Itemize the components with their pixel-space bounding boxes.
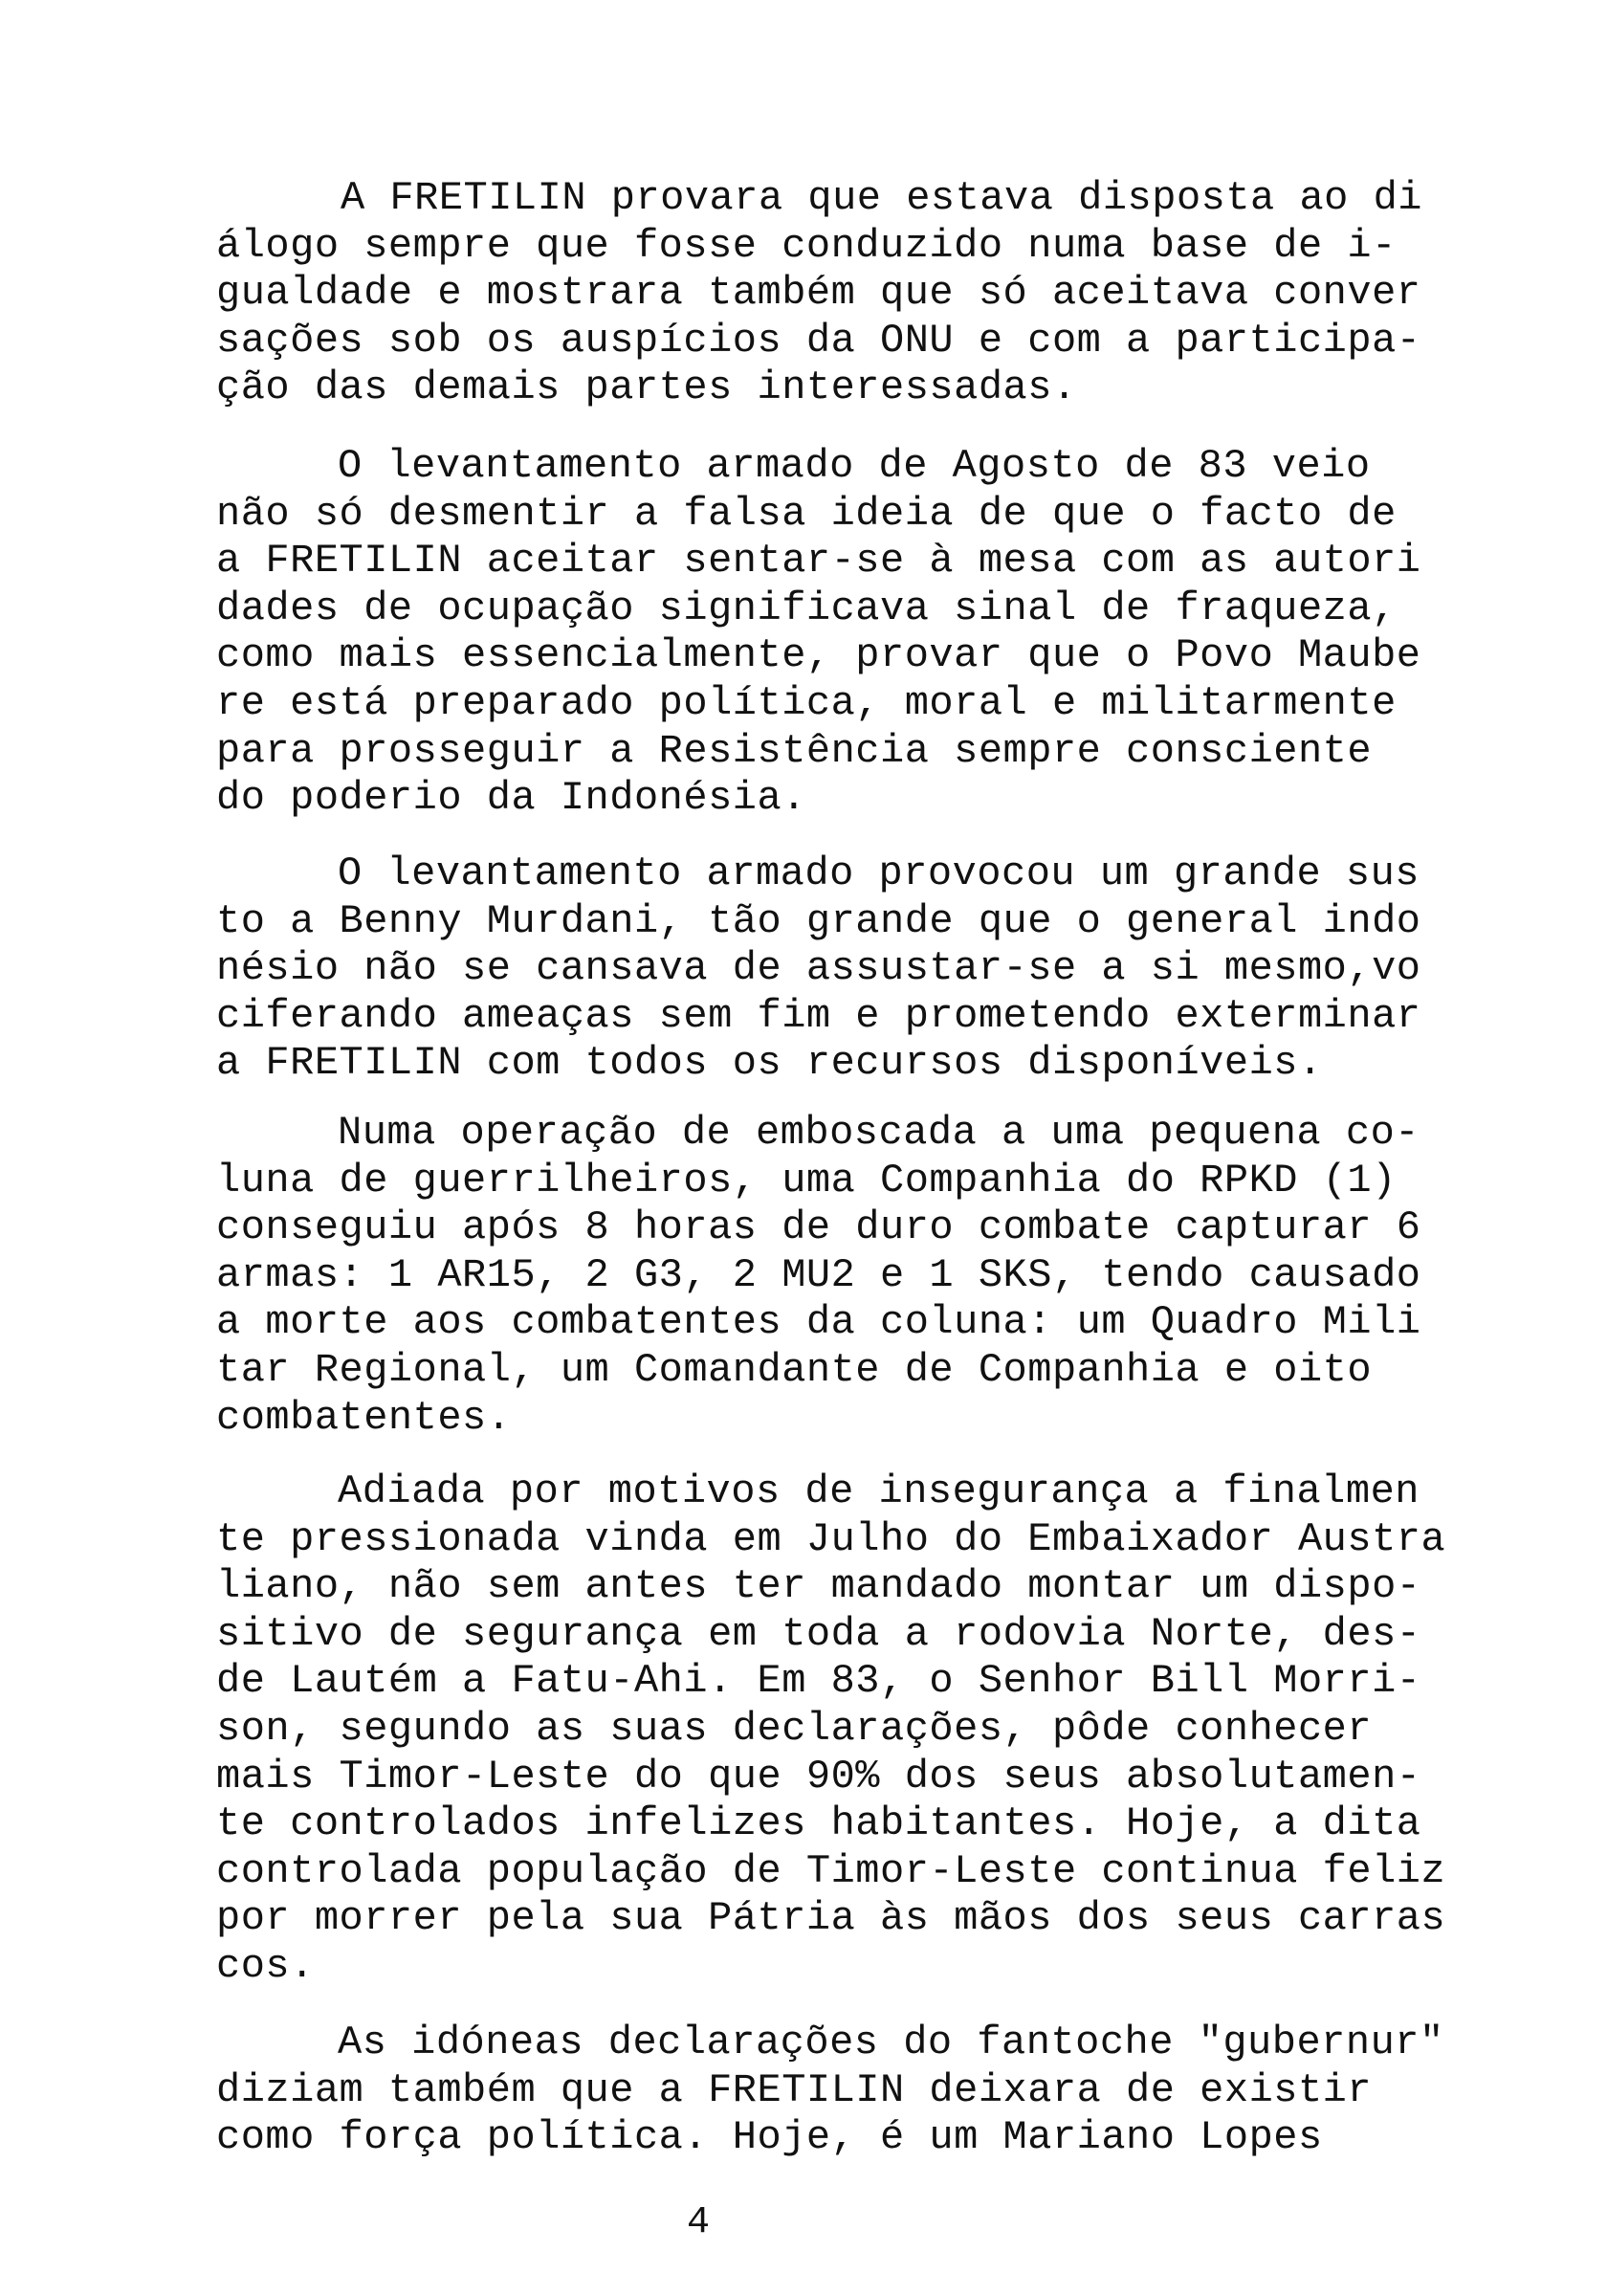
paragraph-line: a FRETILIN com todos os recursos disponíveis. [216, 1040, 1323, 1087]
paragraph-line: Numa operação de emboscada a uma pequena co- [338, 1110, 1420, 1156]
paragraph-6 [216, 2020, 1444, 2162]
paragraph-line: como mais essencialmente, provar que o Povo Maube [216, 632, 1421, 679]
paragraph-line: a morte aos combatentes da coluna: um Quadro Mili [216, 1299, 1421, 1346]
paragraph-line: ciferando ameaças sem fim e prometendo exterminar [216, 992, 1421, 1039]
paragraph-line: combatentes. [216, 1394, 512, 1441]
paragraph-line: cos. [216, 1942, 315, 1989]
paragraph-2 [216, 443, 1421, 823]
paragraph-line: O levantamento armado de Agosto de 83 veio [338, 443, 1371, 489]
paragraph-line: tar Regional, um Comandante de Companhia e oito [216, 1346, 1373, 1393]
paragraph-line: As idóneas declarações do fantoche "gubernur" [338, 2020, 1444, 2065]
paragraph-line: te controlados infelizes habitantes. Hoje, a dita [216, 1800, 1421, 1847]
paragraph-3 [216, 850, 1421, 1088]
paragraph-line: ção das demais partes interessadas. [216, 364, 1077, 411]
paragraph-line: controlada população de Timor-Leste continua feliz [216, 1847, 1446, 1894]
paragraph-line: sações sob os auspícios da ONU e com a participa- [216, 317, 1421, 364]
paragraph-line: te pressionada vinda em Julho do Embaixador Austra [216, 1515, 1446, 1562]
paragraph-line: diziam também que a FRETILIN deixara de existir [216, 2066, 1373, 2113]
paragraph-line: não só desmentir a falsa ideia de que o facto de [216, 490, 1397, 537]
paragraph-line: sitivo de segurança em toda a rodovia Norte, des- [216, 1610, 1421, 1657]
paragraph-line: son, segundo as suas declarações, pôde conhecer [216, 1705, 1373, 1752]
paragraph-1 [216, 175, 1422, 412]
page-number: 4 [686, 2201, 710, 2244]
paragraph-line: mais Timor-Leste do que 90% dos seus absolutamen- [216, 1753, 1421, 1799]
paragraph-line: dades de ocupação significava sinal de fraqueza, [216, 585, 1397, 631]
paragraph-line: para prosseguir a Resistência sempre consciente [216, 727, 1373, 774]
paragraph-line: to a Benny Murdani, tão grande que o general indo [216, 897, 1421, 944]
paragraph-line: por morrer pela sua Pátria às mãos dos seus carras [216, 1895, 1446, 1942]
paragraph-4 [216, 1110, 1421, 1442]
paragraph-line: A FRETILIN provara que estava disposta ao di [341, 175, 1422, 221]
paragraph-line: do poderio da Indonésia. [216, 775, 806, 822]
paragraph-line: armas: 1 AR15, 2 G3, 2 MU2 e 1 SKS, tendo causado [216, 1251, 1421, 1298]
paragraph-line: como força política. Hoje, é um Mariano Lopes [216, 2114, 1323, 2161]
paragraph-line: O levantamento armado provocou um grande sus [338, 850, 1420, 896]
paragraph-line: Adiada por motivos de insegurança a finalmen [338, 1468, 1420, 1514]
paragraph-line: álogo sempre que fosse conduzido numa base de i- [216, 222, 1397, 269]
paragraph-line: conseguiu após 8 horas de duro combate capturar 6 [216, 1204, 1421, 1251]
paragraph-5 [216, 1468, 1445, 1991]
paragraph-line: luna de guerrilheiros, uma Companhia do RPKD (1) [216, 1157, 1397, 1203]
paragraph-line: a FRETILIN aceitar sentar-se à mesa com as autori [216, 538, 1421, 585]
paragraph-line: gualdade e mostrara também que só aceitava conver [216, 270, 1421, 317]
paragraph-line: liano, não sem antes ter mandado montar um dispo- [216, 1563, 1421, 1610]
paragraph-line: nésio não se cansava de assustar-se a si mesmo,vo [216, 945, 1421, 992]
paragraph-line: re está preparado política, moral e militarmente [216, 679, 1397, 726]
paragraph-line: de Lautém a Fatu-Ahi. Em 83, o Senhor Bill Morri- [216, 1658, 1421, 1705]
